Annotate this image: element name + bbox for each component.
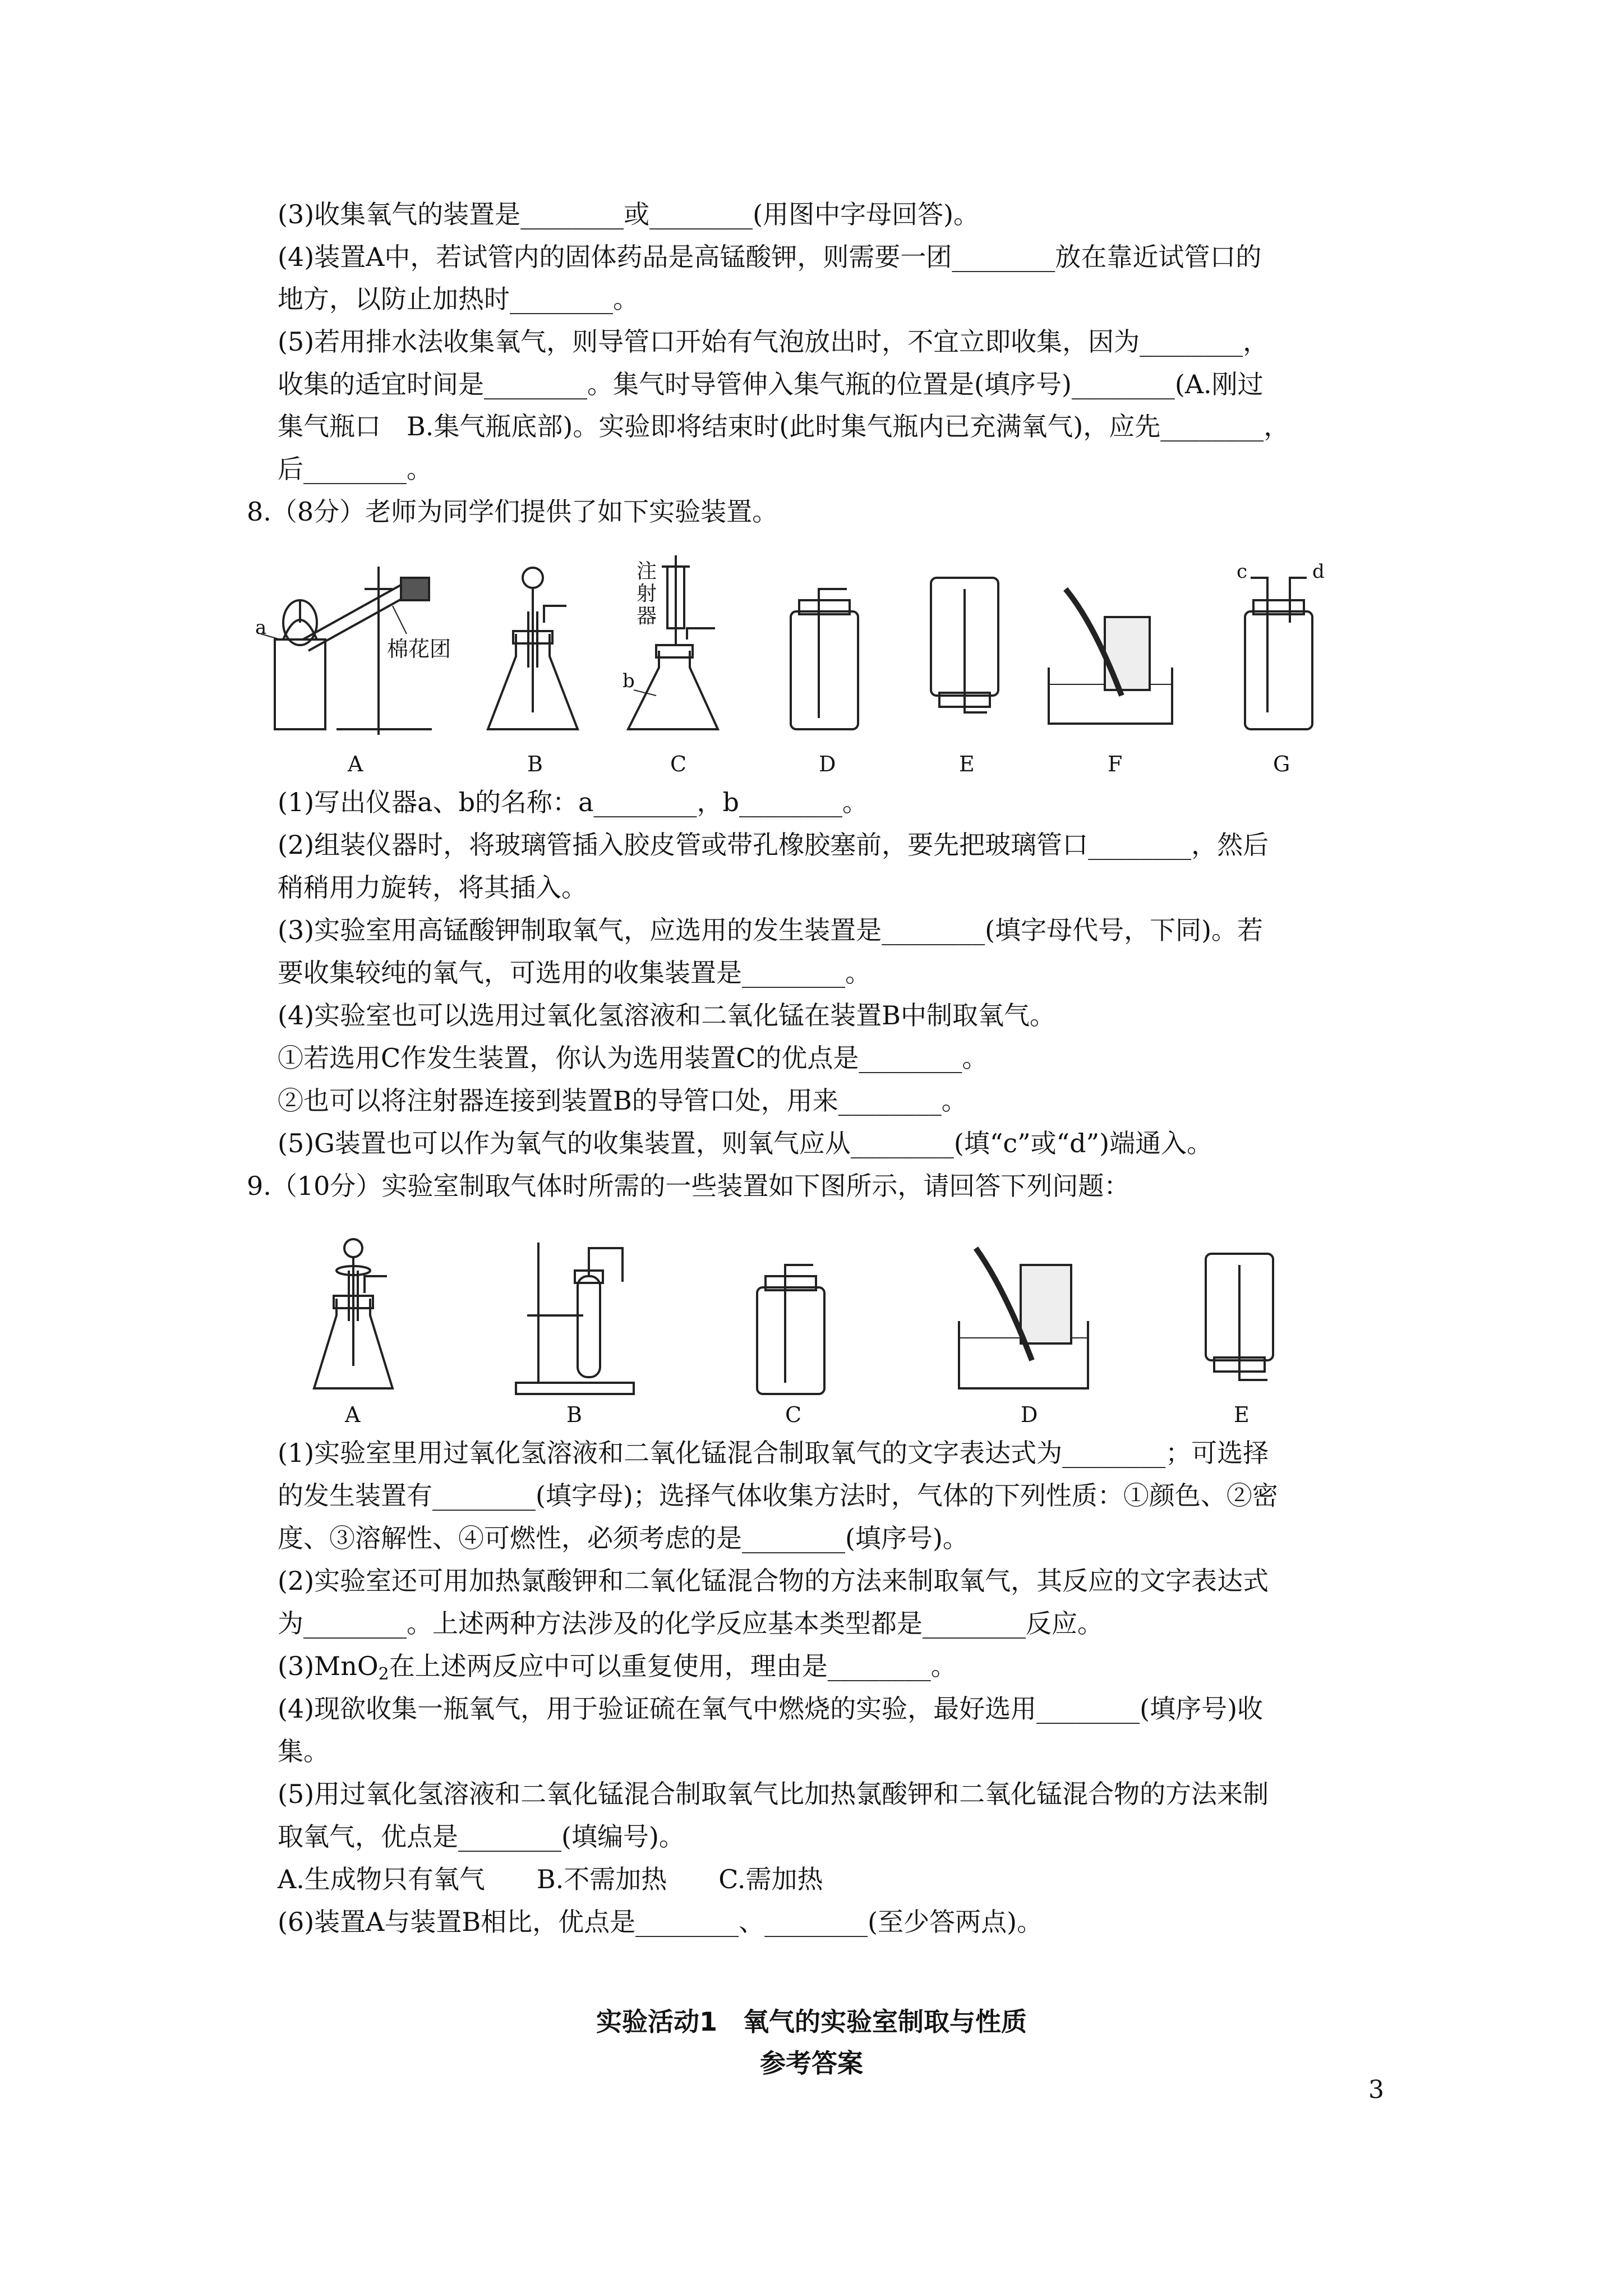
q7-line-4a: (4)装置A中，若试管内的固体药品是高锰酸钾，则需要一团________放在靠近试管口的 [278,242,1262,272]
q9-line-1b: 的发生装置有________(填字母)；选择气体收集方法时，气体的下列性质：①颜色、②密 [278,1480,1278,1511]
q9-line-3 [278,1649,957,1691]
q8-caption-d: D [819,752,836,776]
q9-line-3-sub: 2 [378,1664,389,1684]
q8-line-4-2: ②也可以将注射器连接到装置B的导管口处，用来________。 [278,1085,967,1116]
q8-device-b [488,568,578,729]
q8-device-e [931,578,998,712]
q9-line-5c: A.生成物只有氧气 B.不需加热 C.需加热 [278,1864,823,1894]
q8-label-a-instrument: a [255,616,267,639]
q9-line-3-pre: (3)MnO [278,1651,379,1681]
page-number: 3 [1368,2076,1384,2104]
q7-line-5b: 收集的适宜时间是________。集气时导管伸入集气瓶的位置是(填序号)________(A.刚过 [278,369,1264,399]
q7-line-5c: 集气瓶口 B.集气瓶底部)。实验即将结束时(此时集气瓶内已充满氧气)，应先________， [278,411,1290,441]
q8-apparatus-figure [252,555,1402,791]
q7-line-4b: 地方，以防止加热时________。 [278,284,639,314]
q8-caption-f: F [1108,752,1123,776]
q8-line-2b: 稍稍用力旋转，将其插入。 [278,872,587,903]
q8-device-g [1245,578,1312,729]
q7-line-5d: 后________。 [278,454,432,484]
q8-line-4: (4)实验室也可以选用过氧化氢溶液和二氧化锰在装置B中制取氧气。 [278,1000,1055,1030]
q7-line-5a: (5)若用排水法收集氧气，则导管口开始有气泡放出时，不宜立即收集，因为________， [278,326,1269,357]
q9-line-3-post: 在上述两反应中可以重复使用，理由是________。 [389,1651,957,1681]
q7-line-3: (3)收集氧气的装置是________或________(用图中字母回答)。 [278,199,980,229]
q8-line-1: (1)写出仪器a、b的名称：a________，b________。 [278,787,868,817]
q8-port-c: c [1237,560,1248,583]
q8-syringe-char-1: 注 [637,560,657,583]
q9-caption-a: A [345,1402,361,1427]
q9-caption-e: E [1234,1402,1249,1427]
q8-line-4-1: ①若选用C作发生装置，你认为选用装置C的优点是________。 [278,1043,988,1073]
q9-device-c [757,1265,824,1394]
q9-line-2a: (2)实验室还可用加热氯酸钾和二氧化锰混合物的方法来制取氧气，其反应的文字表达式 [278,1566,1269,1596]
q9-device-b [516,1243,634,1394]
q9-line-5a: (5)用过氧化氢溶液和二氧化锰混合制取氧气比加热氯酸钾和二氧化锰混合物的方法来制 [278,1779,1269,1809]
q9-device-d [959,1248,1088,1388]
q8-line-3a: (3)实验室用高锰酸钾制取氧气，应选用的发生装置是________(填字母代号，下同)。若 [278,915,1264,945]
q8-line-5: (5)G装置也可以作为氧气的收集装置，则氧气应从________(填“c”或“d”)端通入。 [278,1128,1213,1158]
q8-port-d: d [1312,560,1325,583]
q8-caption-g: G [1273,752,1290,776]
q9-caption-c: C [785,1402,802,1427]
q8-cotton-label: 棉花团 [387,637,451,661]
q8-device-f [1049,589,1172,724]
q8-syringe-char-3: 器 [637,605,657,628]
q8-line-2a: (2)组装仪器时，将玻璃管插入胶皮管或带孔橡胶塞前，要先把玻璃管口________，然后 [278,830,1269,860]
q8-caption-c: C [670,752,687,776]
q9-line-6: (6)装置A与装置B相比，优点是________、________(至少答两点)。 [278,1907,1043,1937]
q8-caption-a: A [348,752,363,776]
q9-caption-b: B [566,1402,582,1427]
q8-label-b-instrument: b [623,670,635,692]
q8-caption-b: B [527,752,543,776]
q9-line-4a: (4)现欲收集一瓶氧气，用于验证硫在氧气中燃烧的实验，最好选用________(填序号)收 [278,1694,1264,1724]
q9-caption-d: D [1021,1402,1038,1427]
q9-apparatus-figure [292,1231,1346,1433]
q9-device-e [1206,1254,1273,1380]
q9-header: 9.（10分）实验室制取气体时所需的一些装置如下图所示，请回答下列问题： [247,1171,1130,1201]
q8-device-d [791,589,858,729]
q9-line-1a: (1)实验室里用过氧化氢溶液和二氧化锰混合制取氧气的文字表达式为________；可选择 [278,1438,1269,1468]
q8-caption-e: E [959,752,975,776]
q8-header: 8.（8分）老师为同学们提供了如下实验装置。 [247,496,778,527]
q9-line-1c: 度、③溶解性、④可燃性，必须考虑的是________(填序号)。 [278,1523,969,1553]
q9-line-4b: 集。 [278,1736,329,1766]
q9-line-2b: 为________。上述两种方法涉及的化学反应基本类型都是________反应。 [278,1608,1103,1639]
answer-key-title: 参考答案 [760,2048,863,2078]
q9-line-5b: 取氧气，优点是________(填编号)。 [278,1821,685,1852]
section-title: 实验活动1 氧气的实验室制取与性质 [596,2007,1027,2037]
q8-syringe-char-2: 射 [637,582,657,605]
q9-device-a [314,1239,393,1388]
q8-line-3b: 要收集较纯的氧气，可选用的收集装置是________。 [278,958,871,988]
